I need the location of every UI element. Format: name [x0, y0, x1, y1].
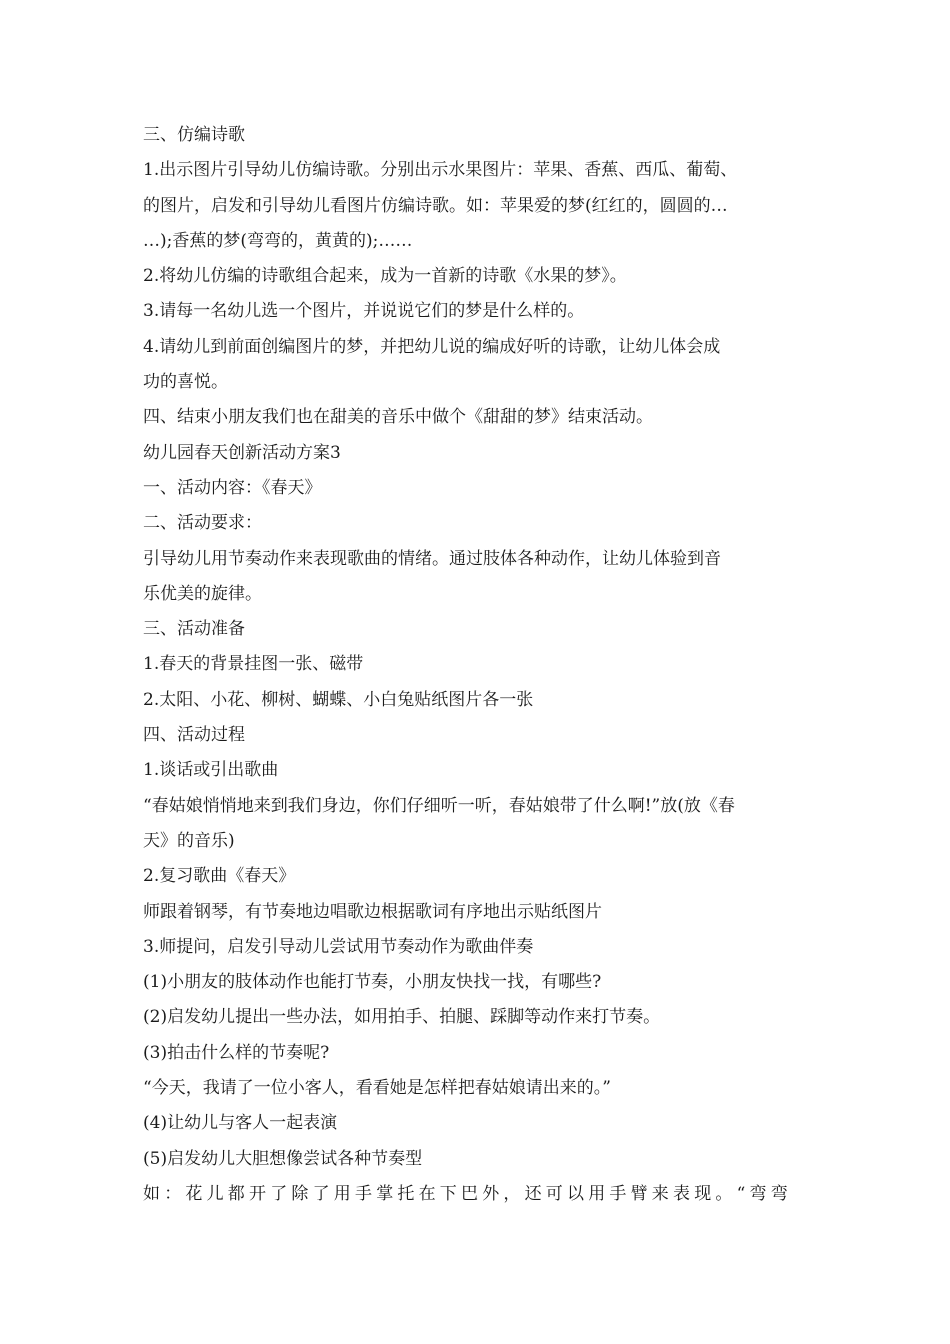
text-line: 师跟着钢琴，有节奏地边唱歌边根据歌词有序地出示贴纸图片: [143, 901, 602, 922]
text-line: 1.出示图片引导幼儿仿编诗歌。分别出示水果图片：苹果、香蕉、西瓜、葡萄、: [143, 160, 738, 181]
text-line: 天》的音乐): [143, 830, 235, 851]
text-line: 4.请幼儿到前面创编图片的梦，并把幼儿说的编成好听的诗歌，让幼儿体会成: [143, 336, 721, 357]
text-line: …);香蕉的梦(弯弯的，黄黄的);……: [143, 230, 413, 251]
text-line: 1.谈话或引出歌曲: [143, 760, 279, 781]
section-heading: 三、仿编诗歌: [143, 125, 245, 145]
section-heading: 四、结束小朋友我们也在甜美的音乐中做个《甜甜的梦》结束活动。: [143, 407, 653, 428]
text-line: 如：花儿都开了除了用手掌托在下巴外，还可以用手臂来表现。“弯弯: [143, 1183, 792, 1204]
text-line: (3)拍击什么样的节奏呢?: [143, 1042, 330, 1063]
text-line: (2)启发幼儿提出一些办法，如用拍手、拍腿、踩脚等动作来打节奏。: [143, 1007, 661, 1028]
text-line: 2.太阳、小花、柳树、蝴蝶、小白兔贴纸图片各一张: [143, 689, 534, 710]
text-line: 3.师提问，启发引导动儿尝试用节奏动作为歌曲伴奏: [143, 936, 534, 957]
text-line: “春姑娘悄悄地来到我们身边，你们仔细听一听，春姑娘带了什么啊!”放(放《春: [143, 795, 735, 816]
text-line: 2.将幼儿仿编的诗歌组合起来，成为一首新的诗歌《水果的梦》。: [143, 266, 627, 287]
text-line: 1.春天的背景挂图一张、磁带: [143, 654, 364, 675]
section-heading: 四、活动过程: [143, 725, 245, 746]
document-title: 幼儿园春天创新活动方案3: [143, 442, 341, 463]
text-line: 3.请每一名幼儿选一个图片，并说说它们的梦是什么样的。: [143, 301, 585, 322]
text-line: “今天，我请了一位小客人，看看她是怎样把春姑娘请出来的。”: [143, 1078, 611, 1099]
text-line: 引导幼儿用节奏动作来表现歌曲的情绪。通过肢体各种动作，让幼儿体验到音: [143, 548, 721, 569]
text-line: (1)小朋友的肢体动作也能打节奏，小朋友快找一找，有哪些?: [143, 972, 602, 993]
text-line: (4)让幼儿与客人一起表演: [143, 1113, 338, 1134]
text-line: 功的喜悦。: [143, 372, 228, 393]
document-page: [143, 118, 813, 1212]
section-heading: 二、活动要求：: [143, 513, 262, 534]
text-line: 2.复习歌曲《春天》: [143, 866, 296, 887]
section-heading: 一、活动内容：《春天》: [143, 477, 322, 498]
text-line: (5)启发幼儿大胆想像尝试各种节奏型: [143, 1148, 423, 1169]
text-line: 乐优美的旋律。: [143, 583, 262, 604]
section-heading: 三、活动准备: [143, 619, 245, 640]
text-line: 的图片，启发和引导幼儿看图片仿编诗歌。如：苹果爱的梦(红红的，圆圆的…: [143, 195, 728, 216]
